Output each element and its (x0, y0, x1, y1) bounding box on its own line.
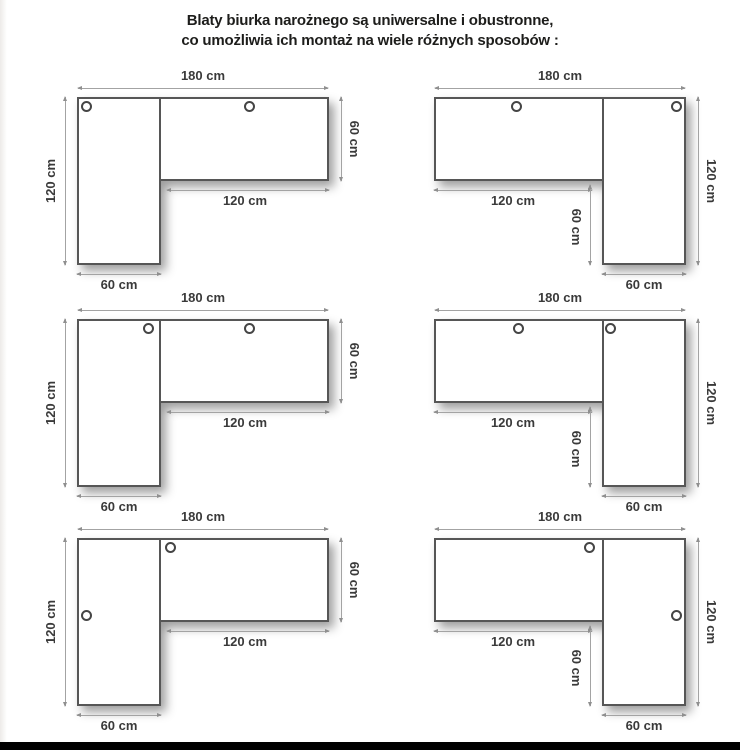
dim-top-width-label: 180 cm (180, 509, 226, 524)
arrow-end-icon (325, 188, 330, 192)
desk-top-shape (434, 538, 686, 706)
dim-inner-depth (590, 407, 591, 487)
title-line-2: co umożliwia ich montaż na wiele różnych sposobów : (181, 32, 559, 49)
cable-grommet-hole-icon (513, 323, 524, 334)
arrow-end-icon (339, 96, 343, 101)
dim-bottom-width (602, 496, 686, 497)
dim-bottom-width (602, 274, 686, 275)
dim-top-width-label: 180 cm (537, 68, 583, 83)
desk-diagram-variant-5 (43, 509, 362, 733)
arrow-end-icon (63, 261, 67, 266)
arrow-end-icon (681, 308, 686, 312)
desk-top-shape (77, 319, 329, 487)
dim-left-height (65, 538, 66, 706)
arrow-end-icon (696, 702, 700, 707)
dim-left-height-label: 120 cm (43, 380, 58, 426)
dim-top-width (435, 88, 685, 89)
dim-bottom-width-label: 60 cm (625, 499, 663, 514)
dim-bottom-width (77, 274, 161, 275)
desk-diagram-variant-6 (434, 509, 719, 733)
dim-inner-width (167, 412, 329, 413)
vertical-panel (602, 97, 686, 265)
dim-top-width (78, 88, 328, 89)
arrow-end-icon (601, 272, 606, 276)
arrow-end-icon (166, 629, 171, 633)
desk-top-shape (77, 538, 329, 706)
arrow-end-icon (339, 618, 343, 623)
dim-left-height (65, 319, 66, 487)
arrow-end-icon (696, 537, 700, 542)
arrow-end-icon (681, 527, 686, 531)
arrow-end-icon (325, 410, 330, 414)
dim-right-height (698, 97, 699, 265)
dim-bottom-width-label: 60 cm (625, 277, 663, 292)
arrow-end-icon (324, 527, 329, 531)
vertical-panel (602, 538, 686, 706)
arrow-end-icon (682, 494, 687, 498)
dim-inner-width (434, 412, 592, 413)
horizontal-panel (434, 538, 604, 622)
dim-right-depth (341, 97, 342, 181)
dim-bottom-width-label: 60 cm (100, 718, 138, 733)
dim-right-depth (341, 538, 342, 622)
arrow-end-icon (157, 494, 162, 498)
dim-right-height (698, 319, 699, 487)
cable-grommet-hole-icon (244, 323, 255, 334)
arrow-end-icon (433, 410, 438, 414)
arrow-end-icon (157, 713, 162, 717)
cable-grommet-hole-icon (81, 610, 92, 621)
arrow-end-icon (77, 86, 82, 90)
dim-inner-width (434, 190, 592, 191)
arrow-end-icon (63, 318, 67, 323)
arrow-end-icon (76, 713, 81, 717)
arrow-end-icon (324, 308, 329, 312)
arrow-end-icon (63, 702, 67, 707)
cable-grommet-hole-icon (671, 610, 682, 621)
dim-right-height-label: 120 cm (704, 158, 719, 204)
desk-diagram-variant-4 (434, 290, 719, 514)
arrow-end-icon (339, 177, 343, 182)
vertical-panel (77, 97, 161, 265)
desk-top-shape (434, 97, 686, 265)
arrow-end-icon (324, 86, 329, 90)
desk-diagram-variant-2 (434, 68, 719, 292)
desk-diagram-variant-3 (43, 290, 362, 514)
dim-bottom-width (77, 715, 161, 716)
bottom-bar (0, 742, 740, 750)
dim-top-width-label: 180 cm (180, 290, 226, 305)
cable-grommet-hole-icon (671, 101, 682, 112)
arrow-end-icon (76, 494, 81, 498)
dim-inner-width-label: 120 cm (222, 193, 268, 208)
dim-right-height (698, 538, 699, 706)
cable-grommet-hole-icon (244, 101, 255, 112)
dim-inner-width (167, 631, 329, 632)
dim-inner-width (434, 631, 592, 632)
dim-inner-depth-label: 60 cm (569, 430, 584, 468)
dim-inner-width-label: 120 cm (490, 193, 536, 208)
dim-top-width-label: 180 cm (537, 290, 583, 305)
arrow-end-icon (434, 527, 439, 531)
dim-top-width (78, 529, 328, 530)
dim-bottom-width-label: 60 cm (100, 499, 138, 514)
arrow-end-icon (588, 483, 592, 488)
dim-inner-width-label: 120 cm (222, 634, 268, 649)
arrow-end-icon (339, 318, 343, 323)
arrow-end-icon (63, 483, 67, 488)
dim-top-width (435, 529, 685, 530)
arrow-end-icon (166, 188, 171, 192)
dim-left-height (65, 97, 66, 265)
arrow-end-icon (696, 483, 700, 488)
title-line-1: Blaty biurka narożnego są uniwersalne i obustronne, (186, 12, 554, 29)
dim-right-depth-label: 60 cm (347, 561, 362, 599)
arrow-end-icon (77, 308, 82, 312)
dim-top-width-label: 180 cm (180, 68, 226, 83)
dim-right-depth (341, 319, 342, 403)
dim-bottom-width (602, 715, 686, 716)
desk-diagram-variant-1 (43, 68, 362, 292)
arrow-end-icon (166, 410, 171, 414)
arrow-end-icon (588, 184, 592, 189)
arrow-end-icon (601, 713, 606, 717)
dim-bottom-width-label: 60 cm (625, 718, 663, 733)
arrow-end-icon (588, 702, 592, 707)
arrow-end-icon (681, 86, 686, 90)
dim-right-depth-label: 60 cm (347, 342, 362, 380)
arrow-end-icon (76, 272, 81, 276)
arrow-end-icon (434, 308, 439, 312)
dim-inner-depth (590, 185, 591, 265)
dim-inner-depth-label: 60 cm (569, 649, 584, 687)
dim-inner-depth (590, 626, 591, 706)
dim-inner-width (167, 190, 329, 191)
dim-bottom-width (77, 496, 161, 497)
dim-inner-width-label: 120 cm (490, 415, 536, 430)
arrow-end-icon (588, 261, 592, 266)
arrow-end-icon (339, 537, 343, 542)
arrow-end-icon (339, 399, 343, 404)
dim-top-width (435, 310, 685, 311)
dim-right-height-label: 120 cm (704, 599, 719, 645)
dim-right-depth-label: 60 cm (347, 120, 362, 158)
arrow-end-icon (434, 86, 439, 90)
dim-inner-width-label: 120 cm (222, 415, 268, 430)
dim-right-height-label: 120 cm (704, 380, 719, 426)
arrow-end-icon (63, 96, 67, 101)
dim-top-width-label: 180 cm (537, 509, 583, 524)
arrow-end-icon (433, 629, 438, 633)
arrow-end-icon (696, 318, 700, 323)
arrow-end-icon (601, 494, 606, 498)
vertical-panel (77, 319, 161, 487)
horizontal-panel (159, 538, 329, 622)
desk-top-shape (434, 319, 686, 487)
dim-inner-depth-label: 60 cm (569, 208, 584, 246)
arrow-end-icon (433, 188, 438, 192)
dim-left-height-label: 120 cm (43, 599, 58, 645)
arrow-end-icon (696, 96, 700, 101)
arrow-end-icon (682, 272, 687, 276)
dim-top-width (78, 310, 328, 311)
arrow-end-icon (77, 527, 82, 531)
arrow-end-icon (157, 272, 162, 276)
dim-inner-width-label: 120 cm (490, 634, 536, 649)
dim-left-height-label: 120 cm (43, 158, 58, 204)
dim-bottom-width-label: 60 cm (100, 277, 138, 292)
arrow-end-icon (325, 629, 330, 633)
arrow-end-icon (588, 406, 592, 411)
arrow-end-icon (63, 537, 67, 542)
vertical-panel (602, 319, 686, 487)
desk-top-shape (77, 97, 329, 265)
arrow-end-icon (682, 713, 687, 717)
arrow-end-icon (588, 625, 592, 630)
arrow-end-icon (696, 261, 700, 266)
vertical-panel (77, 538, 161, 706)
